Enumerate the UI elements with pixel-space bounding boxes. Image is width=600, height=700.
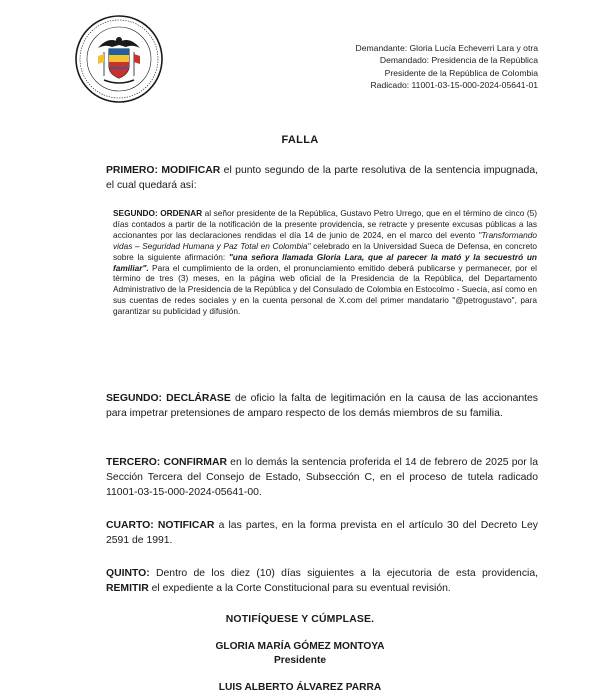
action-verb: ORDENAR — [160, 208, 203, 218]
action-verb: NOTIFICAR — [157, 520, 215, 531]
action-verb: DECLÁRASE — [166, 393, 231, 404]
action-verb: CONFIRMAR — [163, 457, 227, 468]
ordinal-label: QUINTO: — [106, 568, 150, 579]
plaintiff-line: Demandante: Gloria Lucía Echeverri Lara y otra — [355, 43, 538, 53]
paragraph-cuarto — [106, 518, 538, 548]
paragraph-text: de oficio la falta de legitimación en la causa de las accionantes para impetrar pretensiones de amparo respecto de los demás miembros de su familia. — [106, 393, 538, 420]
ordinal-label: CUARTO: — [106, 520, 154, 531]
paragraph-text: a las partes, en la forma prevista en el artículo 30 del Decreto Ley 2591 de 1991. — [106, 520, 539, 547]
ordinal-label: TERCERO: — [106, 457, 161, 468]
paragraph-segundo — [106, 391, 538, 421]
paragraph-tercero — [106, 455, 538, 501]
event-name: "Transformando vidas – Seguridad Humana y Paz Total en Colombia" — [113, 229, 537, 251]
defendant-line: Demandado: Presidencia de la República — [379, 55, 538, 66]
section-title: FALLA — [281, 134, 319, 146]
quoted-statement: "una señora llamada Gloria Lara, que al parecer la mató y la secuestró un familiar". — [113, 251, 537, 273]
ordinal-label: SEGUNDO: — [106, 393, 162, 404]
signatory-name-2: LUIS ALBERTO ÁLVAREZ PARRA — [218, 682, 382, 693]
quote-text-2: celebrado en la Universidad Sueca de Defensa, en concreto sobre la siguiente afirmación: — [113, 240, 537, 262]
closing-formula: NOTIFÍQUESE Y CÚMPLASE. — [225, 614, 375, 625]
quoted-order — [113, 208, 537, 317]
paragraph-text: en lo demás la sentencia proferida el 14 de febrero de 2025 por la Sección Tercera del Consejo de Estado, Subsección C, en el proceso de tutela radicado 11001-03-15-000-2024-05641-00. — [106, 457, 538, 499]
paragraph-quinto — [106, 566, 538, 596]
coat-of-arms-seal-icon — [74, 14, 164, 104]
signatory-name-1: GLORIA MARÍA GÓMEZ MONTOYA — [215, 641, 385, 652]
ordinal-label: SEGUNDO: — [113, 208, 158, 218]
paragraph-primero — [106, 163, 538, 193]
paragraph-text-1: Dentro de los diez (10) días siguientes a la ejecutoria de esta providencia, — [149, 568, 538, 579]
case-header — [356, 42, 538, 92]
docket-number: Radicado: 11001-03-15-000-2024-05641-01 — [370, 80, 538, 91]
quote-text-1: al señor presidente de la República, Gustavo Petro Urrego, que en el término de cinco (5) días contados a partir de la notificación de la presente providencia, se retracte y presente excusas públicas a las accionantes por las declaraciones rendidas el día 14 de junio de 2024, en el marco del evento — [113, 208, 537, 240]
signatory-role-1: Presidente — [273, 655, 327, 666]
action-verb: MODIFICAR — [161, 165, 221, 176]
paragraph-text: el punto segundo de la parte resolutiva de la sentencia impugnada, el cual quedará así: — [106, 165, 539, 192]
paragraph-text-2: el expediente a la Corte Constitucional para su eventual revisión. — [148, 583, 451, 595]
defendant-line-2: Presidente de la República de Colombia — [384, 67, 538, 78]
quote-text-3: Para el cumplimiento de la orden, el pronunciamiento emitido deberá publicarse y permanecer, por el término de tres (3) meses, en la página web oficial de la Presidencia de la República, del Departamento Administrativo de la Presidencia de la República y del Consulado de Colombia en Estocolmo - Suecia, así como en sus cuentas de redes sociales y en la cuenta personal de X.com del primer mandatario "@petrogustavo", para garantizar su publicidad y difusión. — [113, 262, 537, 317]
action-verb: REMITIR — [106, 583, 149, 595]
ordinal-label: PRIMERO: — [106, 165, 158, 176]
